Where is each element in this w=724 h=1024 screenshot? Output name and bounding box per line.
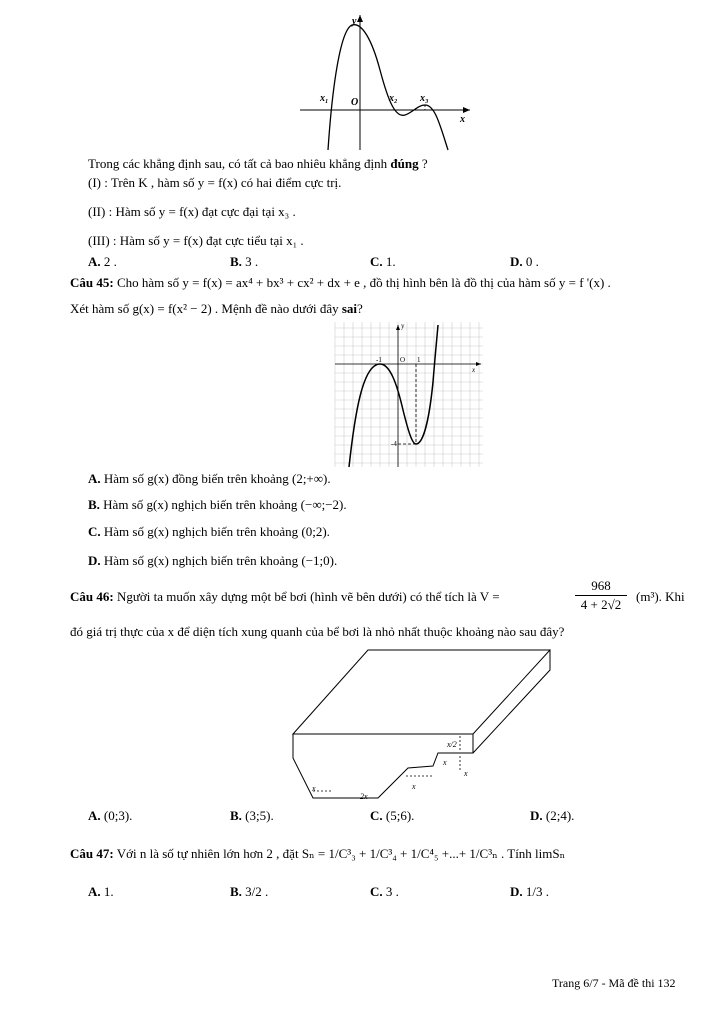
q44-statement-1: (I) : Trên K , hàm số y = f(x) có hai điểm cực trị. xyxy=(88,175,342,190)
graph1-x-label: x xyxy=(460,114,465,125)
graph2-label-neg4: -4 xyxy=(391,440,397,448)
pool-label-x-left: x xyxy=(312,784,316,793)
q47-term-2: 1/C³₄ xyxy=(369,846,397,861)
q44-option-a[interactable]: A. 2 . xyxy=(88,254,117,269)
pool-label-x-bottom-right: x xyxy=(412,782,416,791)
q45-option-c[interactable]: C. Hàm số g(x) nghịch biến trên khoảng (0;2). xyxy=(88,524,330,539)
q46-line-1: Câu 46: Người ta muốn xây dựng một bể bơi (hình vẽ bên dưới) có thể tích là V = xyxy=(70,589,500,604)
graph1-origin-label: O xyxy=(351,97,359,108)
q44-prompt: Trong các khẳng định sau, có tất cả bao nhiêu khẳng định đúng ? xyxy=(88,156,428,171)
q45-line-2: Xét hàm số g(x) = f(x² − 2) . Mệnh đề nào dưới đây sai? xyxy=(70,301,363,316)
q47-term-n: 1/C³ₙ xyxy=(469,846,498,861)
q47-option-a[interactable]: A. 1. xyxy=(88,884,114,899)
q45-option-a[interactable]: A. Hàm số g(x) đồng biến trên khoảng (2;+∞). xyxy=(88,471,331,486)
pool-label-x-right: x xyxy=(443,758,447,767)
graph2-y-label: y xyxy=(401,322,405,330)
q45-option-d[interactable]: D. Hàm số g(x) nghịch biến trên khoảng (−1;0). xyxy=(88,553,338,568)
q47-option-b[interactable]: B. 3/2 . xyxy=(230,884,269,899)
q46-option-d[interactable]: D. (2;4). xyxy=(530,808,575,823)
q47-term-1: 1/C³₃ xyxy=(328,846,356,861)
pool-figure xyxy=(288,648,558,808)
q45-line-1: Câu 45: Cho hàm số y = f(x) = ax⁴ + bx³ + cx² + dx + e , đồ thị hình bên là đồ thị của hàm số y = f '(x) . xyxy=(70,275,611,290)
graph2-label-neg1: -1 xyxy=(376,356,382,364)
q45-option-b[interactable]: B. Hàm số g(x) nghịch biến trên khoảng (−∞;−2). xyxy=(88,497,347,512)
q44-option-c[interactable]: C. 1. xyxy=(370,254,396,269)
graph2-x-label: x xyxy=(472,366,476,374)
pool-label-x-vert: x xyxy=(464,769,468,778)
q47-option-c[interactable]: C. 3 . xyxy=(370,884,399,899)
graph1-x2-label: x₂ xyxy=(389,93,398,104)
graph-2 xyxy=(335,322,483,467)
graph1-x1-label: x₁ xyxy=(320,93,329,104)
graph-1 xyxy=(300,10,480,150)
graph2-label-1: 1 xyxy=(417,356,421,364)
q44-statement-3: (III) : Hàm số y = f(x) đạt cực tiểu tại x₁ . xyxy=(88,233,304,248)
q44-option-b[interactable]: B. 3 . xyxy=(230,254,259,269)
q46-option-b[interactable]: B. (3;5). xyxy=(230,808,274,823)
pool-label-x-half: x/2 xyxy=(447,740,457,749)
q46-fraction xyxy=(571,578,631,613)
q46-option-a[interactable]: A. (0;3). xyxy=(88,808,133,823)
q47-line: Câu 47: Với n là số tự nhiên lớn hơn 2 , đặt Sₙ = 1/C³₃ + 1/C³₄ + 1/C⁴₅ +...+ 1/C³ₙ . Tính limSₙ xyxy=(70,846,566,861)
q44-statement-2: (II) : Hàm số y = f(x) đạt cực đại tại x₃ . xyxy=(88,204,296,219)
q44-option-d[interactable]: D. 0 . xyxy=(510,254,539,269)
page-footer: Trang 6/7 - Mã đề thi 132 xyxy=(552,976,676,990)
q47-option-d[interactable]: D. 1/3 . xyxy=(510,884,550,899)
pool-label-2x: 2x xyxy=(360,792,368,801)
graph1-y-label: y xyxy=(352,16,357,27)
q46-line-2: đó giá trị thực của x để diện tích xung quanh của bể bơi là nhỏ nhất thuộc khoảng nào sau đây? xyxy=(70,624,565,639)
q47-term-3: 1/C⁴₅ xyxy=(410,846,439,861)
q46-unit: (m³). Khi xyxy=(636,589,685,604)
q46-option-c[interactable]: C. (5;6). xyxy=(370,808,415,823)
graph1-x3-label: x₃ xyxy=(420,93,429,104)
graph2-label-origin: O xyxy=(400,356,406,364)
q46-fraction-den: 4 + 2√2 xyxy=(580,597,622,612)
q46-fraction-num: 968 xyxy=(591,578,611,593)
